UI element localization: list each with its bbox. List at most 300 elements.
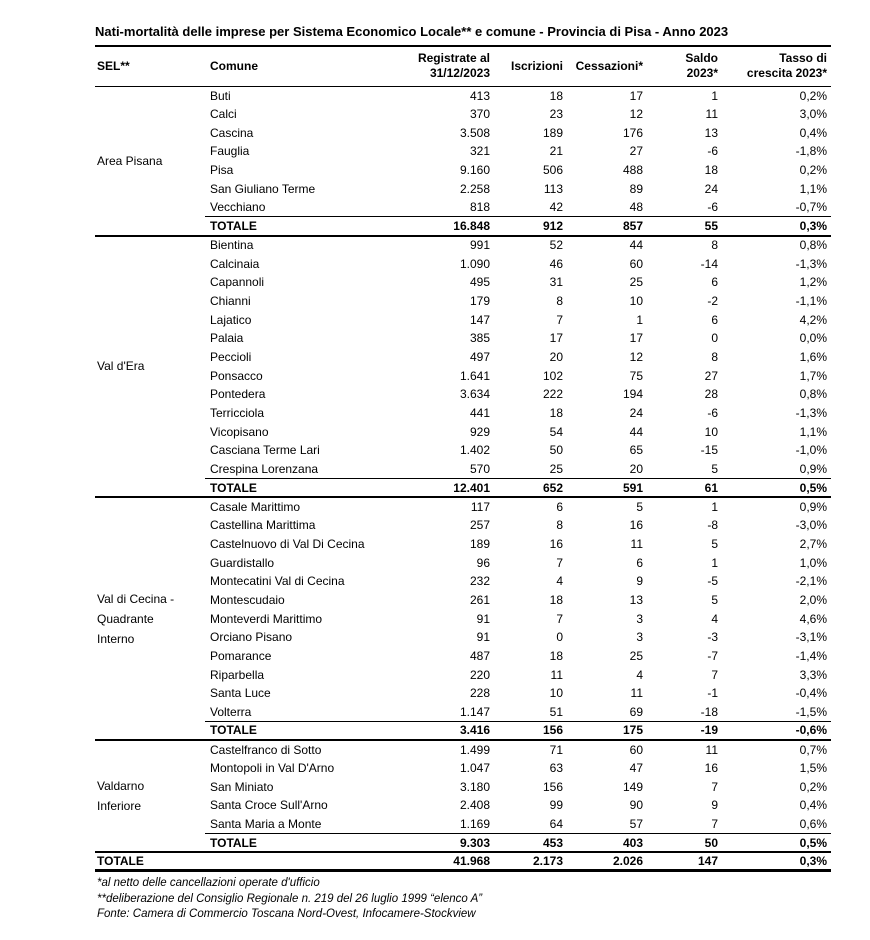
comune-row bbox=[95, 591, 831, 610]
data-table bbox=[95, 45, 831, 872]
value-cell: 0,2% bbox=[799, 88, 827, 103]
group-total-value: 55 bbox=[649, 217, 724, 236]
value-cell: 1,5% bbox=[799, 761, 827, 776]
value-cell: 18 bbox=[704, 163, 718, 178]
value-cell: 1 bbox=[711, 499, 718, 514]
value-cell: 27 bbox=[704, 368, 718, 383]
comune-row bbox=[95, 348, 831, 367]
value-cell: 1,1% bbox=[799, 181, 827, 196]
value-cell: 0,8% bbox=[799, 238, 827, 253]
value-cell: 506 bbox=[542, 163, 563, 178]
value-cell: 11 bbox=[550, 667, 563, 682]
value-cell: 1,6% bbox=[799, 349, 827, 364]
comune-cell: San Giuliano Terme bbox=[210, 181, 316, 196]
value-cell: 6 bbox=[636, 555, 643, 570]
header-row bbox=[95, 46, 831, 86]
col-header-saldo bbox=[649, 46, 724, 86]
comune-cell: Montecatini Val di Cecina bbox=[210, 574, 345, 589]
value-cell: 156 bbox=[542, 779, 563, 794]
grand-total-row bbox=[95, 852, 831, 871]
value-cell: 20 bbox=[629, 461, 643, 476]
comune-cell: San Miniato bbox=[210, 779, 274, 794]
value-cell: 91 bbox=[476, 611, 490, 626]
value-cell: 7 bbox=[556, 611, 563, 626]
value-cell: 497 bbox=[469, 349, 490, 364]
value-cell: 16 bbox=[704, 761, 718, 776]
value-cell: 54 bbox=[549, 424, 563, 439]
comune-row bbox=[95, 292, 831, 311]
value-cell: 1.047 bbox=[459, 761, 490, 776]
value-cell: 31 bbox=[549, 275, 563, 290]
value-cell: 13 bbox=[704, 125, 718, 140]
comune-row bbox=[95, 441, 831, 460]
comune-row bbox=[95, 759, 831, 778]
comune-cell: Monteverdi Marittimo bbox=[210, 611, 323, 626]
value-cell: 228 bbox=[469, 686, 490, 701]
comune-row bbox=[95, 647, 831, 666]
value-cell: -0,4% bbox=[795, 686, 827, 701]
value-cell: -14 bbox=[700, 256, 718, 271]
value-cell: -0,7% bbox=[795, 200, 827, 215]
group-total-value: 652 bbox=[496, 478, 569, 497]
value-cell: 1,1% bbox=[799, 424, 827, 439]
value-cell: 1,2% bbox=[799, 275, 827, 290]
value-cell: -18 bbox=[700, 704, 718, 719]
value-cell: 1.402 bbox=[459, 443, 490, 458]
comune-row bbox=[95, 460, 831, 479]
comune-row bbox=[95, 777, 831, 796]
value-cell: -15 bbox=[700, 443, 718, 458]
value-cell: 1.169 bbox=[459, 816, 490, 831]
comune-row bbox=[95, 740, 831, 759]
group-total-value: 912 bbox=[496, 217, 569, 236]
value-cell: 47 bbox=[629, 761, 643, 776]
group-total-value: 61 bbox=[649, 478, 724, 497]
value-cell: 5 bbox=[711, 536, 718, 551]
comune-row bbox=[95, 366, 831, 385]
value-cell: 11 bbox=[630, 536, 643, 551]
value-cell: 385 bbox=[469, 331, 490, 346]
value-cell: 3.634 bbox=[459, 387, 490, 402]
footnotes bbox=[95, 876, 831, 923]
value-cell: 9.160 bbox=[459, 163, 490, 178]
group-total-value: 0,5% bbox=[724, 834, 831, 853]
value-cell: -7 bbox=[707, 648, 718, 663]
value-cell: -6 bbox=[707, 200, 718, 215]
comune-cell: Calci bbox=[210, 107, 237, 122]
value-cell: -1,3% bbox=[795, 256, 827, 271]
value-cell: 4 bbox=[636, 667, 643, 682]
value-cell: -8 bbox=[707, 518, 718, 533]
comune-cell: Crespina Lorenzana bbox=[210, 461, 319, 476]
comune-cell: Casciana Terme Lari bbox=[210, 443, 320, 458]
value-cell: -3 bbox=[707, 630, 718, 645]
value-cell: 42 bbox=[549, 200, 563, 215]
table-header bbox=[95, 46, 831, 86]
value-cell: 929 bbox=[469, 424, 490, 439]
group-total-value: 591 bbox=[569, 478, 649, 497]
value-cell: 44 bbox=[629, 238, 643, 253]
value-cell: 4 bbox=[711, 611, 718, 626]
value-cell: 63 bbox=[549, 761, 563, 776]
comune-cell: Castelnuovo di Val Di Cecina bbox=[210, 536, 365, 551]
comune-cell: Guardistallo bbox=[210, 555, 275, 570]
value-cell: -1,8% bbox=[795, 144, 827, 159]
value-cell: 16 bbox=[629, 518, 643, 533]
sel-label-line: Inferiore bbox=[97, 799, 142, 814]
value-cell: 189 bbox=[542, 125, 563, 140]
value-cell: 6 bbox=[711, 275, 718, 290]
comune-row bbox=[95, 142, 831, 161]
value-cell: -1 bbox=[707, 686, 718, 701]
value-cell: 7 bbox=[711, 779, 718, 794]
comune-cell: Ponsacco bbox=[210, 368, 263, 383]
value-cell: 102 bbox=[542, 368, 563, 383]
col-header-tasso bbox=[724, 46, 831, 86]
comune-row bbox=[95, 609, 831, 628]
group-total-value: 12.401 bbox=[405, 478, 496, 497]
sel-label-line: Valdarno bbox=[97, 779, 145, 794]
table-title: Nati-mortalità delle imprese per Sistema Economico Locale** e comune - Provincia di Pisa - Anno 2023 bbox=[95, 24, 729, 39]
value-cell: 96 bbox=[476, 555, 490, 570]
grand-total-value: 41.968 bbox=[405, 852, 496, 871]
value-cell: 4,2% bbox=[799, 312, 827, 327]
value-cell: 5 bbox=[711, 461, 718, 476]
value-cell: 370 bbox=[469, 107, 490, 122]
value-cell: 2,0% bbox=[799, 592, 827, 607]
grand-total-value: 147 bbox=[649, 852, 724, 871]
comune-row bbox=[95, 535, 831, 554]
comune-cell: Orciano Pisano bbox=[210, 630, 293, 645]
comune-cell: Santa Maria a Monte bbox=[210, 816, 322, 831]
comune-row bbox=[95, 628, 831, 647]
group-total-value: 50 bbox=[649, 834, 724, 853]
group-total-value: 453 bbox=[496, 834, 569, 853]
comune-row bbox=[95, 198, 831, 217]
value-cell: -1,3% bbox=[795, 406, 827, 421]
comune-cell: Montescudaio bbox=[210, 592, 285, 607]
value-cell: 8 bbox=[711, 349, 718, 364]
comune-row bbox=[95, 105, 831, 124]
value-cell: 1.641 bbox=[459, 368, 490, 383]
comune-row bbox=[95, 684, 831, 703]
grand-total-label: TOTALE bbox=[95, 852, 205, 871]
value-cell: 7 bbox=[711, 816, 718, 831]
comune-row bbox=[95, 422, 831, 441]
group-total-value: 9.303 bbox=[405, 834, 496, 853]
value-cell: 0,2% bbox=[799, 163, 827, 178]
group-total-value: 16.848 bbox=[405, 217, 496, 236]
grand-total-spacer bbox=[205, 852, 405, 871]
value-cell: 487 bbox=[469, 648, 490, 663]
comune-cell: Palaia bbox=[210, 331, 244, 346]
group-total-value: 156 bbox=[496, 721, 569, 740]
group-total-value: 0,5% bbox=[724, 478, 831, 497]
sel-group-label bbox=[95, 497, 205, 740]
comune-cell: Peccioli bbox=[210, 349, 252, 364]
value-cell: 991 bbox=[469, 238, 490, 253]
col-header-registrate-line2: 31/12/2023 bbox=[429, 66, 490, 81]
sel-group-label bbox=[95, 86, 205, 236]
group-total-value: -0,6% bbox=[724, 721, 831, 740]
value-cell: 0,9% bbox=[799, 461, 827, 476]
col-header-registrate bbox=[405, 46, 496, 86]
comune-cell: Buti bbox=[210, 88, 231, 103]
comune-row bbox=[95, 161, 831, 180]
value-cell: 18 bbox=[549, 648, 563, 663]
value-cell: 1 bbox=[711, 88, 718, 103]
grand-total-value: 2.026 bbox=[569, 852, 649, 871]
value-cell: 257 bbox=[469, 518, 490, 533]
comune-cell: Calcinaia bbox=[210, 256, 260, 271]
value-cell: -3,1% bbox=[795, 630, 827, 645]
comune-cell: Castelfranco di Sotto bbox=[210, 742, 322, 757]
value-cell: 52 bbox=[549, 238, 563, 253]
value-cell: 4 bbox=[556, 574, 563, 589]
comune-row bbox=[95, 553, 831, 572]
sel-group-label bbox=[95, 236, 205, 498]
comune-row bbox=[95, 254, 831, 273]
value-cell: 3,0% bbox=[799, 107, 827, 122]
value-cell: 25 bbox=[629, 275, 643, 290]
comune-cell: Pisa bbox=[210, 163, 234, 178]
value-cell: 488 bbox=[622, 163, 643, 178]
value-cell: 46 bbox=[549, 256, 563, 271]
value-cell: 8 bbox=[556, 293, 563, 308]
col-header-tasso-line2: crescita 2023* bbox=[746, 66, 827, 81]
value-cell: 147 bbox=[469, 312, 490, 327]
value-cell: 23 bbox=[549, 107, 563, 122]
group-total-value: -19 bbox=[649, 721, 724, 740]
value-cell: 8 bbox=[711, 238, 718, 253]
comune-cell: Castellina Marittima bbox=[210, 518, 316, 533]
value-cell: 9 bbox=[636, 574, 643, 589]
value-cell: -2 bbox=[707, 293, 718, 308]
value-cell: 24 bbox=[704, 181, 718, 196]
value-cell: 232 bbox=[469, 574, 490, 589]
value-cell: 18 bbox=[549, 592, 563, 607]
col-header-cessazioni: Cessazioni* bbox=[569, 46, 649, 86]
group-total-label: TOTALE bbox=[205, 217, 405, 236]
comune-cell: Pomarance bbox=[210, 648, 272, 663]
comune-cell: Pontedera bbox=[210, 387, 266, 402]
value-cell: 5 bbox=[711, 592, 718, 607]
value-cell: 0,7% bbox=[799, 742, 827, 757]
comune-row bbox=[95, 385, 831, 404]
value-cell: 89 bbox=[629, 181, 643, 196]
comune-row bbox=[95, 665, 831, 684]
sel-label-line: Area Pisana bbox=[97, 153, 163, 168]
footnote-source: Fonte: Camera di Commercio Toscana Nord-Ovest, Infocamere-Stockview bbox=[97, 908, 476, 921]
col-header-tasso-line1: Tasso di bbox=[779, 51, 827, 66]
comune-cell: Cascina bbox=[210, 125, 254, 140]
comune-cell: Casale Marittimo bbox=[210, 499, 301, 514]
value-cell: -2,1% bbox=[795, 574, 827, 589]
comune-row bbox=[95, 497, 831, 516]
comune-cell: Santa Croce Sull'Arno bbox=[210, 798, 328, 813]
value-cell: 25 bbox=[549, 461, 563, 476]
comune-cell: Vecchiano bbox=[210, 200, 266, 215]
value-cell: 413 bbox=[469, 88, 490, 103]
value-cell: 71 bbox=[549, 742, 563, 757]
value-cell: -1,1% bbox=[795, 293, 827, 308]
value-cell: 12 bbox=[629, 349, 643, 364]
comune-row bbox=[95, 329, 831, 348]
sel-label-line: Val d'Era bbox=[97, 359, 145, 374]
value-cell: 25 bbox=[629, 648, 643, 663]
value-cell: 3 bbox=[636, 630, 643, 645]
value-cell: 222 bbox=[542, 387, 563, 402]
value-cell: 10 bbox=[629, 293, 643, 308]
value-cell: 5 bbox=[636, 499, 643, 514]
value-cell: 64 bbox=[549, 816, 563, 831]
comune-row bbox=[95, 815, 831, 834]
sel-label-line: Interno bbox=[97, 631, 135, 646]
value-cell: -1,4% bbox=[795, 648, 827, 663]
value-cell: 2,7% bbox=[799, 536, 827, 551]
value-cell: 44 bbox=[629, 424, 643, 439]
group-total-value: 3.416 bbox=[405, 721, 496, 740]
comune-row bbox=[95, 572, 831, 591]
value-cell: 0,4% bbox=[799, 125, 827, 140]
comune-cell: Lajatico bbox=[210, 312, 252, 327]
value-cell: 3 bbox=[636, 611, 643, 626]
value-cell: 91 bbox=[476, 630, 490, 645]
comune-row bbox=[95, 179, 831, 198]
value-cell: 60 bbox=[629, 742, 643, 757]
comune-row bbox=[95, 796, 831, 815]
value-cell: 0,6% bbox=[799, 816, 827, 831]
value-cell: 1,7% bbox=[799, 368, 827, 383]
value-cell: 3,3% bbox=[799, 667, 827, 682]
value-cell: 818 bbox=[469, 200, 490, 215]
value-cell: 10 bbox=[704, 424, 718, 439]
value-cell: 0 bbox=[556, 630, 563, 645]
comune-row bbox=[95, 310, 831, 329]
value-cell: 261 bbox=[469, 592, 490, 607]
value-cell: 3.180 bbox=[459, 779, 490, 794]
col-header-saldo-line2: 2023* bbox=[686, 66, 718, 81]
value-cell: 48 bbox=[629, 200, 643, 215]
value-cell: 7 bbox=[556, 312, 563, 327]
value-cell: 18 bbox=[549, 406, 563, 421]
value-cell: -1,0% bbox=[795, 443, 827, 458]
value-cell: 16 bbox=[549, 536, 563, 551]
value-cell: 189 bbox=[469, 536, 490, 551]
value-cell: 113 bbox=[543, 181, 563, 196]
value-cell: 1.147 bbox=[459, 704, 490, 719]
value-cell: -6 bbox=[707, 144, 718, 159]
col-header-comune: Comune bbox=[205, 46, 405, 86]
value-cell: 1,0% bbox=[799, 555, 827, 570]
value-cell: 6 bbox=[556, 499, 563, 514]
value-cell: 8 bbox=[556, 518, 563, 533]
value-cell: 28 bbox=[704, 387, 718, 402]
value-cell: 0 bbox=[711, 331, 718, 346]
comune-cell: Chianni bbox=[210, 293, 251, 308]
value-cell: 1 bbox=[711, 555, 718, 570]
col-header-saldo-line1: Saldo bbox=[685, 51, 718, 66]
value-cell: 51 bbox=[549, 704, 563, 719]
comune-cell: Terricciola bbox=[210, 406, 265, 421]
table-body bbox=[95, 86, 831, 871]
value-cell: 1.090 bbox=[459, 256, 490, 271]
group-total-row bbox=[95, 217, 831, 236]
comune-cell: Vicopisano bbox=[210, 424, 269, 439]
value-cell: 3.508 bbox=[459, 125, 490, 140]
value-cell: 17 bbox=[549, 331, 563, 346]
value-cell: -3,0% bbox=[795, 518, 827, 533]
footnote-single-asterisk: *al netto delle cancellazioni operate d'ufficio bbox=[97, 877, 320, 890]
value-cell: 75 bbox=[629, 368, 643, 383]
sel-group-label bbox=[95, 740, 205, 852]
value-cell: 149 bbox=[622, 779, 643, 794]
value-cell: 27 bbox=[629, 144, 643, 159]
col-header-sel: SEL** bbox=[95, 46, 205, 86]
footnote-double-asterisk: **deliberazione del Consiglio Regionale n. 219 del 26 luglio 1999 “elenco A” bbox=[97, 892, 483, 905]
value-cell: 7 bbox=[556, 555, 563, 570]
value-cell: 20 bbox=[549, 349, 563, 364]
value-cell: 0,4% bbox=[799, 798, 827, 813]
comune-cell: Santa Luce bbox=[210, 686, 271, 701]
value-cell: 21 bbox=[549, 144, 563, 159]
value-cell: 1.499 bbox=[459, 742, 490, 757]
value-cell: 11 bbox=[705, 107, 718, 122]
comune-cell: Volterra bbox=[210, 704, 252, 719]
comune-row bbox=[95, 703, 831, 722]
group-total-value: 175 bbox=[569, 721, 649, 740]
comune-row bbox=[95, 236, 831, 255]
comune-cell: Capannoli bbox=[210, 275, 265, 290]
group-total-value: 403 bbox=[569, 834, 649, 853]
value-cell: -6 bbox=[707, 406, 718, 421]
value-cell: 57 bbox=[629, 816, 643, 831]
value-cell: 90 bbox=[629, 798, 643, 813]
comune-row bbox=[95, 404, 831, 423]
value-cell: 0,2% bbox=[799, 779, 827, 794]
value-cell: 220 bbox=[469, 667, 490, 682]
value-cell: 117 bbox=[470, 499, 490, 514]
col-header-registrate-line1: Registrate al bbox=[417, 51, 490, 66]
value-cell: 495 bbox=[469, 275, 490, 290]
value-cell: 4,6% bbox=[799, 611, 827, 626]
value-cell: 17 bbox=[629, 331, 643, 346]
group-total-value: 857 bbox=[569, 217, 649, 236]
value-cell: 2.258 bbox=[459, 181, 490, 196]
value-cell: -5 bbox=[707, 574, 718, 589]
value-cell: 1 bbox=[636, 312, 643, 327]
comune-row bbox=[95, 86, 831, 105]
value-cell: 179 bbox=[469, 293, 490, 308]
value-cell: 60 bbox=[629, 256, 643, 271]
comune-row bbox=[95, 273, 831, 292]
value-cell: 6 bbox=[711, 312, 718, 327]
value-cell: 50 bbox=[549, 443, 563, 458]
value-cell: 176 bbox=[622, 125, 643, 140]
value-cell: 0,0% bbox=[799, 331, 827, 346]
group-total-label: TOTALE bbox=[205, 721, 405, 740]
value-cell: 194 bbox=[622, 387, 643, 402]
value-cell: 12 bbox=[629, 107, 643, 122]
value-cell: 2.408 bbox=[459, 798, 490, 813]
value-cell: 0,9% bbox=[799, 499, 827, 514]
col-header-iscrizioni: Iscrizioni bbox=[496, 46, 569, 86]
comune-row bbox=[95, 123, 831, 142]
value-cell: 69 bbox=[629, 704, 643, 719]
value-cell: -1,5% bbox=[795, 704, 827, 719]
group-total-label: TOTALE bbox=[205, 478, 405, 497]
comune-cell: Fauglia bbox=[210, 144, 250, 159]
